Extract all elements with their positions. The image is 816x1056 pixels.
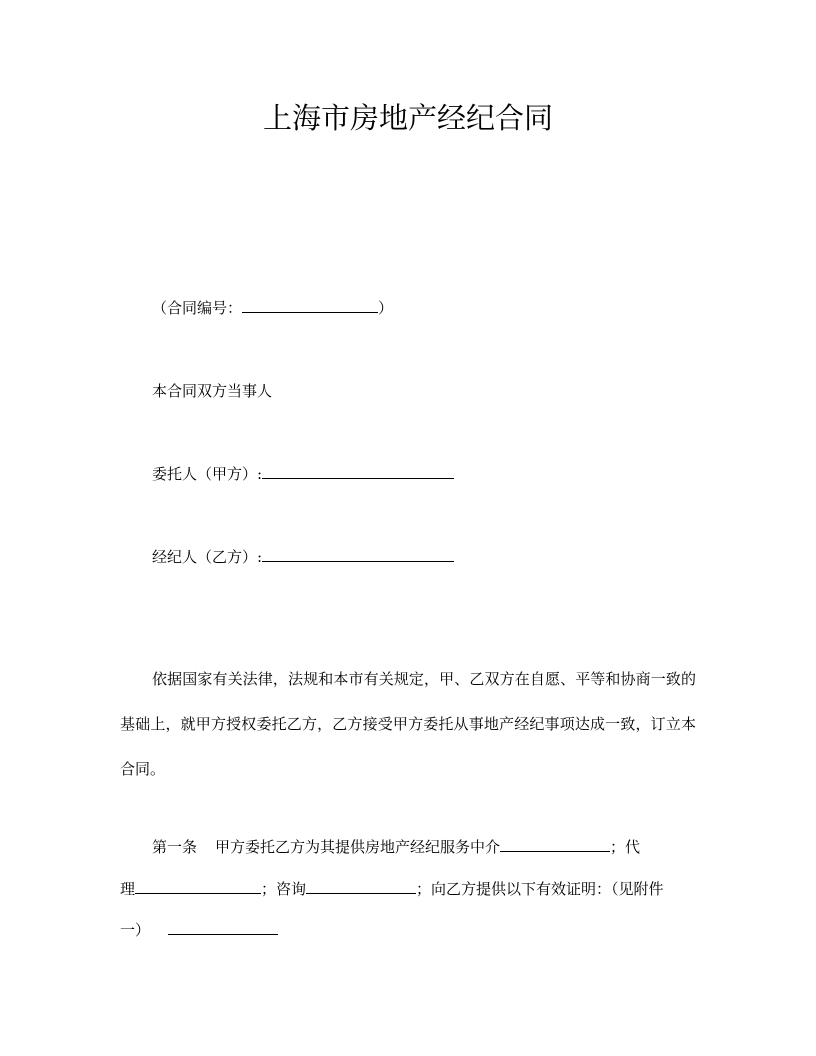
article1-sep-c: ；向乙方提供以下有效证明：（见附件	[416, 880, 664, 898]
article1-line1	[152, 837, 640, 857]
principal-line	[152, 464, 454, 484]
principal-blank[interactable]	[262, 464, 454, 479]
article1-line3	[120, 920, 278, 940]
contract-number-line	[152, 298, 393, 318]
contract-number-blank[interactable]	[242, 298, 378, 313]
article1-text-b: 理	[120, 880, 136, 898]
agency-service-blank[interactable]	[500, 837, 610, 852]
consulting-blank[interactable]	[306, 879, 416, 894]
contract-number-close: ）	[378, 299, 394, 317]
article1-sep-a: ；代	[610, 838, 641, 856]
broker-blank[interactable]	[262, 547, 454, 562]
article1-line2	[120, 879, 664, 899]
broker-line	[152, 547, 454, 567]
document-title: 上海市房地产经纪合同	[262, 101, 553, 135]
broker-label: 经纪人（乙方）:	[152, 548, 263, 566]
principal-label: 委托人（甲方）:	[152, 465, 263, 483]
evidence-blank[interactable]	[168, 920, 278, 935]
article1-sep-b: ；咨询	[261, 880, 307, 898]
article1-text-c: 一）	[120, 921, 151, 939]
article1-text-a: 甲方委托乙方为其提供房地产经纪服务中介	[215, 838, 501, 856]
contract-number-label: （合同编号：	[152, 299, 243, 317]
parties-heading: 本合同双方当事人	[152, 382, 273, 400]
proxy-blank[interactable]	[135, 879, 261, 894]
article1-heading: 第一条	[152, 838, 198, 856]
preamble-paragraph: 依据国家有关法律，法规和本市有关规定，甲、乙双方在自愿、平等和协商一致的基础上，就甲方授权委托乙方，乙方接受甲方委托从事地产经纪事项达成一致，订立本合同。	[120, 670, 696, 778]
